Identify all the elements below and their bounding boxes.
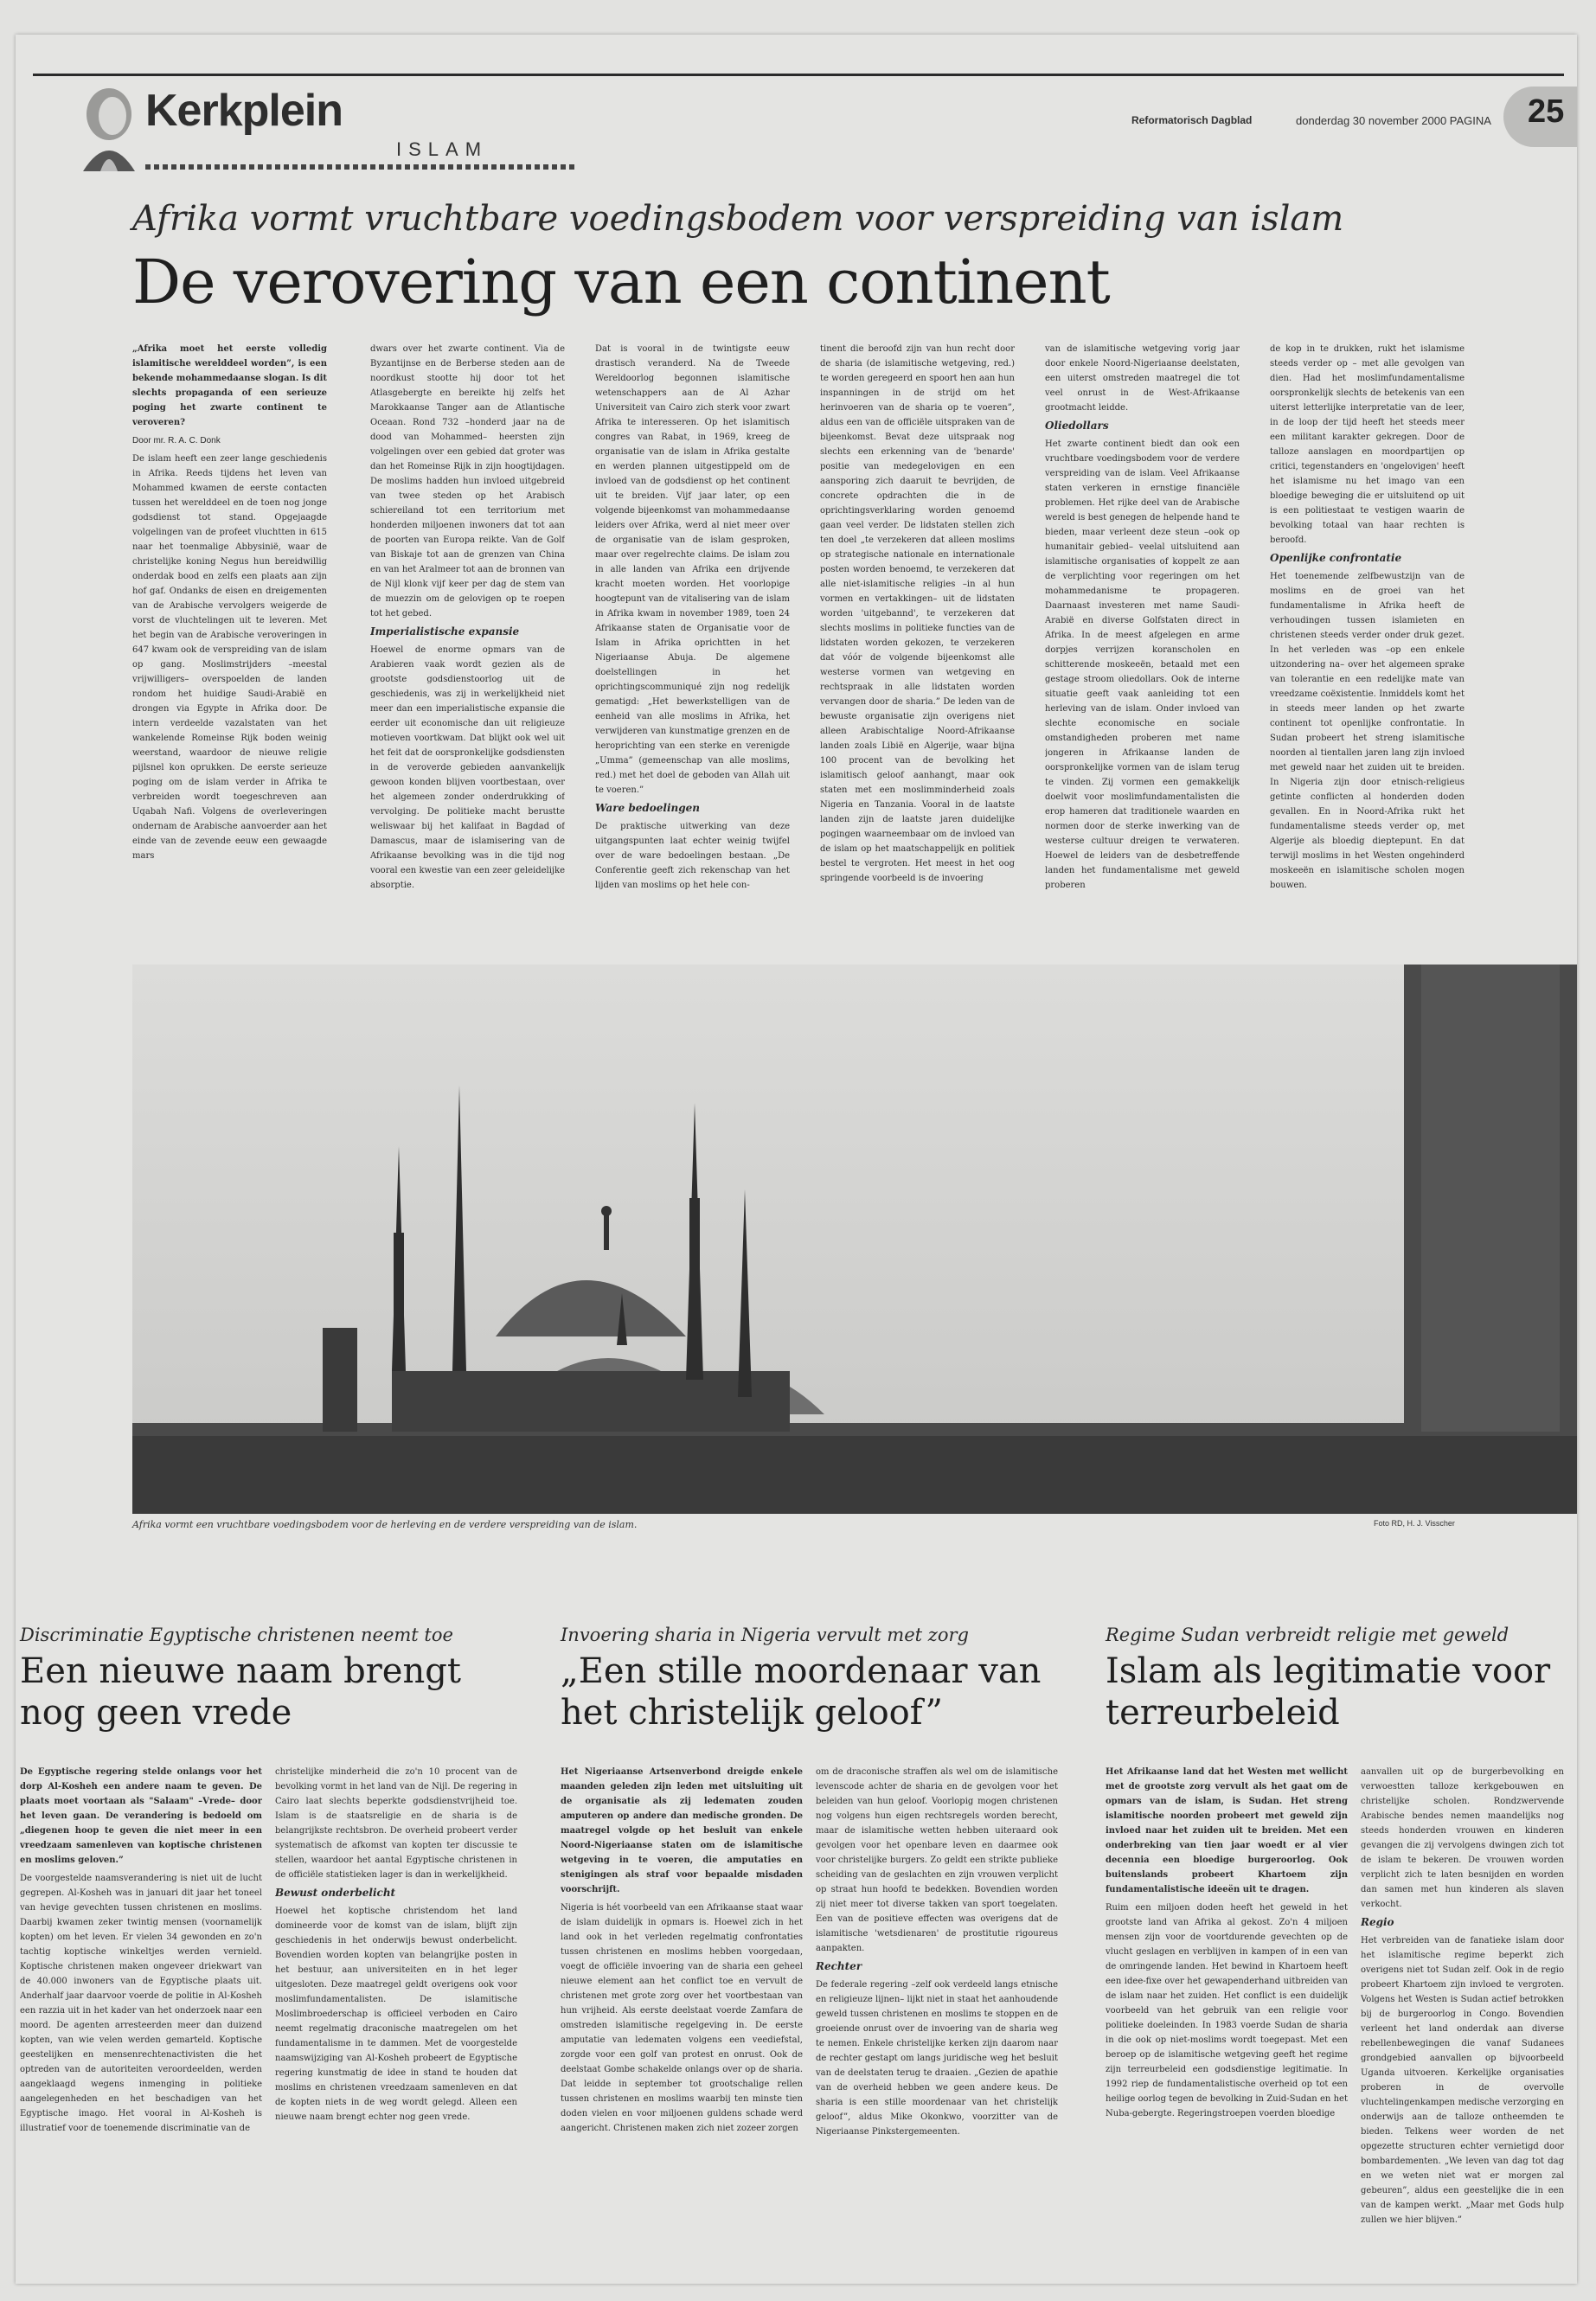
column-text: De federale regering –zelf ook verdeeld langs etnische en religieuze lijnen– lijkt niet in staat het aanhoudende geweld tussen christenen en moslims te stoppen en de groeiende onrust over de invoering van de sharia weg te nemen. Enkele christelijke kerken zijn daarom naar de rechter gestapt om langs juridische weg het besluit van de deelstaten terug te draaien. „Gezien de apathie van de overheid hebben we geen andere keus. De sharia is een stille moordenaar van het christelijk geloof”, aldus Mike Okonkwo, voorzitter van de Nigeriaanse Pinkstergemeenten. (816, 1980, 1058, 2137)
photo-credit: Foto RD, H. J. Visscher (1374, 1519, 1455, 1528)
story-intro: Het Afrikaanse land dat het Westen met wellicht met de grootste zorg vervult als het gaat om de opmars van de islam, is Sudan. Het streng islamitische noorden probeert met geweld zijn invloed naar het zuiden uit te breiden. Met een onderbreking van tien jaar woedt er al vier decennia een bloedige burgeroorlog. Ook buitenslands probeert Khartoem zijn fundamentalistische ideeën uit te dragen. (1106, 1767, 1348, 1894)
page-number: 25 (1528, 93, 1565, 130)
subheading: Ware bedoelingen (595, 802, 700, 814)
article-column-2 (370, 342, 565, 965)
subheading: Openlijke confrontatie (1270, 552, 1402, 564)
article-column-3 (595, 342, 790, 965)
article-column-4 (820, 342, 1015, 965)
section-subtitle: ISLAM (396, 138, 489, 160)
article-column-1 (132, 342, 327, 965)
story2-column-1 (561, 1765, 803, 2271)
article-intro: „Afrika moet het eerste volledig islamitische werelddeel worden”, is een bekende mohammedaanse slogan. Is dit slechts propaganda of een serieuze poging het zwarte continent te veroveren? (132, 344, 327, 427)
top-rule (33, 74, 1564, 76)
column-text: aanvallen uit op de burgerbevolking en verwoestten talloze kerkgebouwen en christelijke scholen. Rondzwervende Arabische bendes nemen maandelijks nog steeds honderden vrouwen en kinderen gevangen die zij vervolgens dwingen zich tot de islam te bekeren. De vrouwen worden verplicht zich te laten besnijden en worden dan samen met hun kinderen als slaven verkocht. (1361, 1767, 1564, 1909)
column-text: Hoewel het koptische christendom het land domineerde voor de komst van de islam, blijft zijn geschiedenis in het onderwijs bewust onderbelicht. Bovendien worden kopten van belangrijke posten in het bestuur, aan universiteiten en in het leger uitgesloten. Deze maatregel geldt overigens ook voor moslimfundamentalisten. De islamitische Moslimbroederschap is officieel verboden en Cairo neemt regelmatig draconische maatregelen om het fundamentalisme in te dammen. Met de voorgestelde naamswijziging van Al-Kosheh probeert de Egyptische regering kunstmatig de idee in stand te houden dat moslims en christenen vreedzaam samenleven en dat de kopten niets in de weg wordt gelegd. Alleen een nieuwe naam brengt echter nog geen vrede. (275, 1907, 517, 2122)
column-text: Het toenemende zelfbewustzijn van de moslims en de groei van het fundamentalisme in Afrika heeft de verhoudingen tussen islamieten en christenen steeds verder onder druk gezet. In het verleden was –op een enkele uitzondering na– over het algemeen sprake van tolerantie en een redelijke mate van vreedzame coëxistentie. Inmiddels komt het in steeds meer landen op het zwarte continent tot openlijke confrontatie. In Sudan probeert het streng islamitische noorden al tientallen jaren lang zijn invloed met geweld naar het zuiden uit te breiden. In Nigeria zijn door etnisch-religieus getinte conflicten al honderden doden gevallen. En in Noord-Afrika rukt het fundamentalisme steeds verder op, met Algerije als bloedig dieptepunt. En dat terwijl moslims in het Westen ongehinderd moskeeën en islamitische scholen mogen bouwen. (1270, 572, 1465, 890)
column-text: De praktische uitwerking van deze uitgangspunten laat echter weinig twijfel over de ware bedoelingen bestaan. „De Conferentie geeft zich rekenschap van het lijden van moslims op het hele con- (595, 822, 790, 890)
newspaper-name: Reformatorisch Dagblad (1131, 114, 1253, 126)
subheading: Bewust onderbelicht (275, 1887, 396, 1899)
article-byline: Door mr. R. A. C. Donk (132, 436, 221, 445)
story3-column-2 (1361, 1765, 1564, 2271)
main-headline: De verovering van een continent (132, 247, 1110, 317)
story-intro: De Egyptische regering stelde onlangs voor het dorp Al-Kosheh een andere naam te geven. De plaats moet voortaan als "Salaam" –Vrede– door het leven gaan. De verandering is bedoeld om „diegenen hoop te geven die niet meer in een vreedzaam samenleven van koptische christenen en moslims geloven.” (20, 1767, 262, 1865)
story2-headline: „Een stille moordenaar van het christelijk geloof” (561, 1651, 1042, 1733)
story1-kicker: Discriminatie Egyptische christenen neemt toe (20, 1625, 453, 1645)
column-text: dwars over het zwarte continent. Via de Byzantijnse en de Berberse steden aan de noordkust stootte hij door tot het Atlasgebergte en bereikte hij zelfs het Marokkaanse Tanger aan de Atlantische Oceaan. Rond 732 –honderd jaar na de dood van Mohammed– heersten zijn volgelingen over een gebied dat groter was dan het Romeinse Rijk in zijn hoogtijdagen. De moslims hadden hun invloed uitgebreid van twee steden op het Arabisch schiereiland tot een territorium met honderden miljoenen inwoners dat tot aan de poorten van Europa reikte. Van de Golf van Biskaje tot aan de grenzen van China en van het Aralmeer tot aan de bronnen van de Nijl klonk vijf keer per dag de stem van de muezzin om de gelovigen op te roepen tot het gebed. (370, 344, 565, 619)
column-text: tinent die beroofd zijn van hun recht door de sharia (de islamitische wetgeving, red.) te worden geregeerd en spoort hen aan hun inspanningen in de strijd om het herinvoeren van de sharia op te voeren”, aldus een van de officiële uitspraken van de bijeenkomst. Bevat deze uitspraak nog slechts een erkenning van de 'benarde' positie van medegelovigen en een aansporing zich daaruit te bevrijden, de concrete opdrachten die in de oprichtingsverklaring worden genoemd gaan veel verder. De lidstaten stellen zich ten doel „te verzekeren dat alleen moslims op strategische nationale en internationale posten worden benoemd, te verzekeren dat alle niet-islamitische religies –in al hun vormen en vertakkingen– uit de lidstaten worden 'uitgebannd', te verzekeren dat slechts moslims in politieke functies van de lidstaten worden gekozen, te verzekeren dat vóór de volgende bijeenkomst alle westerse vormen van wetgeving en rechtspraak in alle lidstaten worden vervangen door de sharia.” De leden van de bewuste organisatie zijn overigens niet alleen Arabischtalige Noord-Afrikaanse landen zoals Libië en Algerije, waar bijna 100 procent van de bevolking het islamitisch geloof aanhangt, maar ook staten met een moslimminderheid zoals Nigeria en Tanzania. Vooral in de laatste landen zijn de laatste jaren duidelijke pogingen waarneembaar om de invloed van de islam op het maatschappelijk en politiek bestel te vergroten. Het meest in het oog springende voorbeeld is de invoering (820, 344, 1015, 883)
crescent-logo-icon (74, 78, 144, 176)
story-intro: Het Nigeriaanse Artsenverbond dreigde enkele maanden geleden zijn leden met uitsluiting uit de organisatie als zij ledematen zouden amputeren op andere dan medische gronden. De maatregel volgde op het besluit van enkele Noord-Nigeriaanse staten om de islamitische wetgeving in te voeren, die amputaties en stenigingen als straf voor bepaalde misdaden voorschrijft. (561, 1767, 803, 1894)
story3-headline: Islam als legitimatie voor terreurbeleid (1106, 1651, 1551, 1733)
column-text: de kop in te drukken, rukt het islamisme steeds verder op – met alle gevolgen van dien. Had het moslimfundamentalisme oorspronkelijk slechts de betekenis van een uiterst letterlijke interpretatie van de leer, in de loop der tijd heeft het steeds meer een militant karakter gekregen. Door de talloze aanslagen en moordpartijen op critici, tegenstanders en 'ongelovigen' heeft het islamisme nu het imago van een bloedige beweging die er uitsluitend op uit is een politiestaat te vestigen waarin de bevolking totaal van haar rechten is beroofd. (1270, 344, 1465, 545)
column-text: Ruim een miljoen doden heeft het geweld in het grootste land van Afrika al gekost. Zo'n 4 miljoen mensen zijn voor de voortdurende gevechten op de vlucht geslagen en verblijven in kampen of in een van de omringende landen. Het bewind in Khartoem heeft een idee-fixe over het gewapenderhand uitbreiden van de islam naar het zuiden. Het conflict is een duidelijk voorbeeld van het gebruik van een religie voor politieke doeleinden. In 1983 voerde Sudan de sharia in die ook op niet-moslims wordt toegepast. Met een beroep op de islamitische wetgeving geeft het regime zijn terreurbeleid een godsdienstige legitimatie. In 1992 riep de fundamentalistische overheid op tot een heilige oorlog tegen de bevolking in Zuid-Sudan en het Nuba-gebergte. Regeringstroepen voerden bloedige (1106, 1903, 1348, 2118)
story1-column-2 (275, 1765, 517, 2271)
column-text: Hoewel de enorme opmars van de Arabieren vaak wordt gezien als de grootste godsdienstoorlog uit de geschiedenis, was zij in werkelijkheid niet meer dan een imperialistische expansie die eerder uit economische dan uit religieuze motieven voortkwam. Dat blijkt ook wel uit het feit dat de oorspronkelijke godsdiensten in de veroverde gebieden aanvankelijk gewoon konden blijven voortbestaan, over het algemeen zonder onderdrukking of vervolging. De politieke macht berustte weliswaar bij het kalifaat in Bagdad of Damascus, maar de islamisering van de Afrikaanse bevolking was in die tijd nog vooral een kwestie van een zeer geleidelijke absorptie. (370, 645, 565, 890)
main-kicker: Afrika vormt vruchtbare voedingsbodem voor verspreiding van islam (132, 199, 1344, 239)
subheading: Imperialistische expansie (370, 625, 520, 638)
column-text: Het verbreiden van de fanatieke islam door het islamitische regime beperkt zich overigens niet tot Sudan zelf. Ook in de regio probeert Khartoem zijn invloed te vergroten. Volgens het Westen is Sudan actief betrokken bij de burgeroorlog in Congo. Bovendien verleent het land onderdak aan diverse rebellenbewegingen die vanaf Sudanees grondgebied aanvallen op bijvoorbeeld Uganda uitvoeren. Kerkelijke organisaties proberen in de overvolle vluchtelingenkampen medische verzorging en onderwijs aan de talloze ontheemden te bieden. Telkens weer worden de net opgezette structuren echter vernietigd door bombardementen. „We leven van dag tot dag en we weten niet wat er morgen zal gebeuren”, aldus een geestelijke die in een van de kampen werkt. „Maar met Gods hulp zullen we hier blijven.” (1361, 1936, 1564, 2225)
column-text: Het zwarte continent biedt dan ook een vruchtbare voedingsbodem voor de verdere verspreiding van de islam. Veel Afrikaanse staten verkeren in ernstige financiële problemen. Het rijke deel van de Arabische wereld is best genegen de helpende hand te bieden, maar verleent deze steun –ook op humanitair gebied– veelal uitsluitend aan islamitische organisaties of koppelt ze aan de verplichting voor regeringen om het mohammedanisme te propageren. Daarnaast investeren met name Saudi-Arabië en diverse Golfstaten direct in Afrika. In de meest afgelegen en arme dorpjes verrijzen koranscholen en schitterende moskeeën, betaald met een gestage stroom oliedollars. Ook de interne situatie geeft vaak aanleiding tot een herleving van de islam. Onder invloed van slechte economische en sociale omstandigheden proberen met name jongeren in Afrikaanse landen de oorspronkelijke vormen van de islam terug te vinden. Zij vormen een gemakkelijk doelwit voor moslimfundamentalisten die erop hameren dat traditionele waarden en normen door de sterke inwerking van de westerse cultuur dreigen te verwateren. Hoewel de leiders van de desbetreffende landen het fundamentalisme met geweld proberen (1045, 439, 1240, 890)
photo-caption: Afrika vormt een vruchtbare voedingsbodem voor de herleving en de verdere verspreiding van de islam. (132, 1519, 638, 1530)
column-text: Nigeria is hét voorbeeld van een Afrikaanse staat waar de islam duidelijk in opmars is. Hoewel zich in het land ook in het verleden regelmatig confrontaties tussen christenen en moslims hebben voorgedaan, voegt de officiële invoering van de sharia een geheel nieuwe element aan het conflict toe en vervult de christenen met grote zorg over het voortbestaan van hun vrijheid. Als eerste deelstaat voerde Zamfara de omstreden islamitische regelgeving in. De eerste amputatie van ledematen volgens een veediefstal, zorgde voor een golf van protest en onrust. Ook de deelstaat Gombe schakelde onlangs over op de sharia. Dat leidde in september tot grootschalige rellen tussen christenen en moslims waarbij ten minste tien doden vielen en voor miljoenen guldens schade werd aangericht. Christenen maken zich niet zozeer zorgen (561, 1903, 803, 2133)
newspaper-page (16, 35, 1577, 2284)
column-text: De voorgestelde naamsverandering is niet uit de lucht gegrepen. Al-Kosheh was in januari dit jaar het toneel van hevige gevechten tussen christenen en moslims. Daarbij kwamen zeker twintig mensen (voornamelijk kopten) om het leven. Er vielen 34 gewonden en zo'n tachtig koptische winkeltjes werden vernield. Koptische christenen maken ongeveer driekwart van de 40.000 inwoners van de Egyptische plaats uit. Anderhalf jaar daarvoor voerde de politie in Al-Kosheh een razzia uit in het kader van het onderzoek naar een moord. De agenten arresteerden meer dan duizend kopten, van wie velen werden gemarteld. Koptische geestelijken en mensenrechtenactivisten die het optreden van de autoriteiten veroordeelden, werden aangeklaagd wegens inmenging in politieke aangelegenheden en het beschadigen van het Egyptische imago. Het vooral in Al-Kosheh is illustratief voor de toenemende discriminatie van de (20, 1874, 262, 2133)
subheading: Oliedollars (1045, 420, 1109, 432)
issue-date: donderdag 30 november 2000 PAGINA (1296, 114, 1491, 127)
story2-column-2 (816, 1765, 1058, 2271)
subheading: Rechter (816, 1960, 862, 1972)
story1-headline: Een nieuwe naam brengt nog geen vrede (20, 1651, 461, 1733)
section-title: Kerkplein (145, 86, 343, 136)
dotted-rule (145, 164, 578, 170)
column-text: De islam heeft een zeer lange geschiedenis in Afrika. Reeds tijdens het leven van Mohammed kwamen de eerste contacten tussen het werelddeel en de toen nog jonge godsdienst tot stand. Opgejaagde volgelingen van de profeet vluchtten in 615 naar het toenmalige Abbysinië, waar de christelijke koning Negus hun bereidwillig onderdak bood en zelfs een plaats aan zijn hof gaf. Ondanks de eisen en dreigementen van de Arabische vervolgers weigerde de vorst de vluchtelingen uit te leveren. Met het begin van de Arabische veroveringen in 647 kwam ook de verspreiding van de islam op gang. Moslimstrijders –meestal vrijwilligers– overspoelden de landen rondom het huidige Saudi-Arabië en drongen via Egypte in Afrika door. De intern verdeelde vazalstaten van het wankelende Romeinse Rijk boden weinig weerstand, waardoor de nieuwe religie pijlsnel kon oprukken. De eerste serieuze poging om de islam verder in Afrika te verbreiden wordt toegeschreven aan Uqabah Nafi. Volgens de overleveringen ondernam de Arabische aanvoerder aan het einde van de zevende eeuw een gewaagde mars (132, 454, 327, 861)
story3-kicker: Regime Sudan verbreidt religie met geweld (1106, 1625, 1509, 1645)
story3-column-1 (1106, 1765, 1348, 2271)
story2-kicker: Invoering sharia in Nigeria vervult met zorg (561, 1625, 969, 1645)
article-column-5 (1045, 342, 1240, 965)
mosque-photo (132, 965, 1577, 1514)
column-text: van de islamitische wetgeving vorig jaar door enkele Noord-Nigeriaanse deelstaten, een uiterst omstreden maatregel die tot veel onrust in de West-Afrikaanse grootmacht leidde. (1045, 344, 1240, 413)
column-text: Dat is vooral in de twintigste eeuw drastisch veranderd. Na de Tweede Wereldoorlog begonnen islamitische wetenschappers aan de Al Azhar Universiteit van Cairo zich sterk voor zwart Afrika te interesseren. Op het islamitisch congres van Rabat, in 1969, kreeg de organisatie van de islam in Afrika gestalte en werden plannen uitgestippeld om de invloed van de godsdienst op het continent uit te breiden. Vijf jaar later, op een volgende bijeenkomst van mohammedaanse leiders over Afrika, werd al niet meer over de organisatie van de islam gesproken, maar over regelrechte claims. De islam zou in alle landen van Afrika een drijvende kracht moeten worden. Het voorlopige hoogtepunt van de vitalisering van de islam in Afrika kwam in november 1989, toen 24 Afrikaanse staten de Organisatie voor de Islam in Afrika oprichtten in het Nigeriaanse Abuja. De algemene doelstellingen in het oprichtingscommuniqué zijn nog redelijk gematigd: „Het bewerkstelligen van de eenheid van alle moslims in Afrika, het verwijderen van kunstmatige grenzen en de heroprichting van een sterke en verenigde „Umma” (gemeenschap van alle moslims, red.) met het doel de geboden van Allah uit te voeren.” (595, 344, 790, 795)
story1-column-1 (20, 1765, 262, 2271)
subheading: Regio (1361, 1916, 1394, 1928)
article-column-6 (1270, 342, 1465, 965)
column-text: christelijke minderheid die zo'n 10 procent van de bevolking vormt in het land van de Nijl. De regering in Cairo laat slechts beperkte godsdienstvrijheid toe. Islam is de staatsreligie en de sharia is de belangrijkste rechtsbron. De overheid probeert verder systematisch de afkomst van kopten ter discussie te stellen, waardoor het aantal Egyptische christenen in de officiële statistieken lager is dan in werkelijkheid. (275, 1767, 517, 1880)
column-text: om de draconische straffen als wel om de islamitische levenscode achter de sharia en de gevolgen voor het beleiden van hun geloof. Voorlopig mogen christenen nog volgens hun eigen rechtsregels worden berecht, maar de islamitische wetten hebben uiteraard ook gevolgen voor het openbare leven en daarmee ook voor christelijke burgers. Zo geldt een strikte publieke scheiding van de geslachten en zijn vrouwen verplicht op straat hun hoofd te bedekken. Bovendien worden zij niet meer tot diverse takken van sport toegelaten. Een van de positieve effecten was overigens dat de islamitische 'wetsdienaren' de prostitutie rigoureus aanpakten. (816, 1767, 1058, 1953)
